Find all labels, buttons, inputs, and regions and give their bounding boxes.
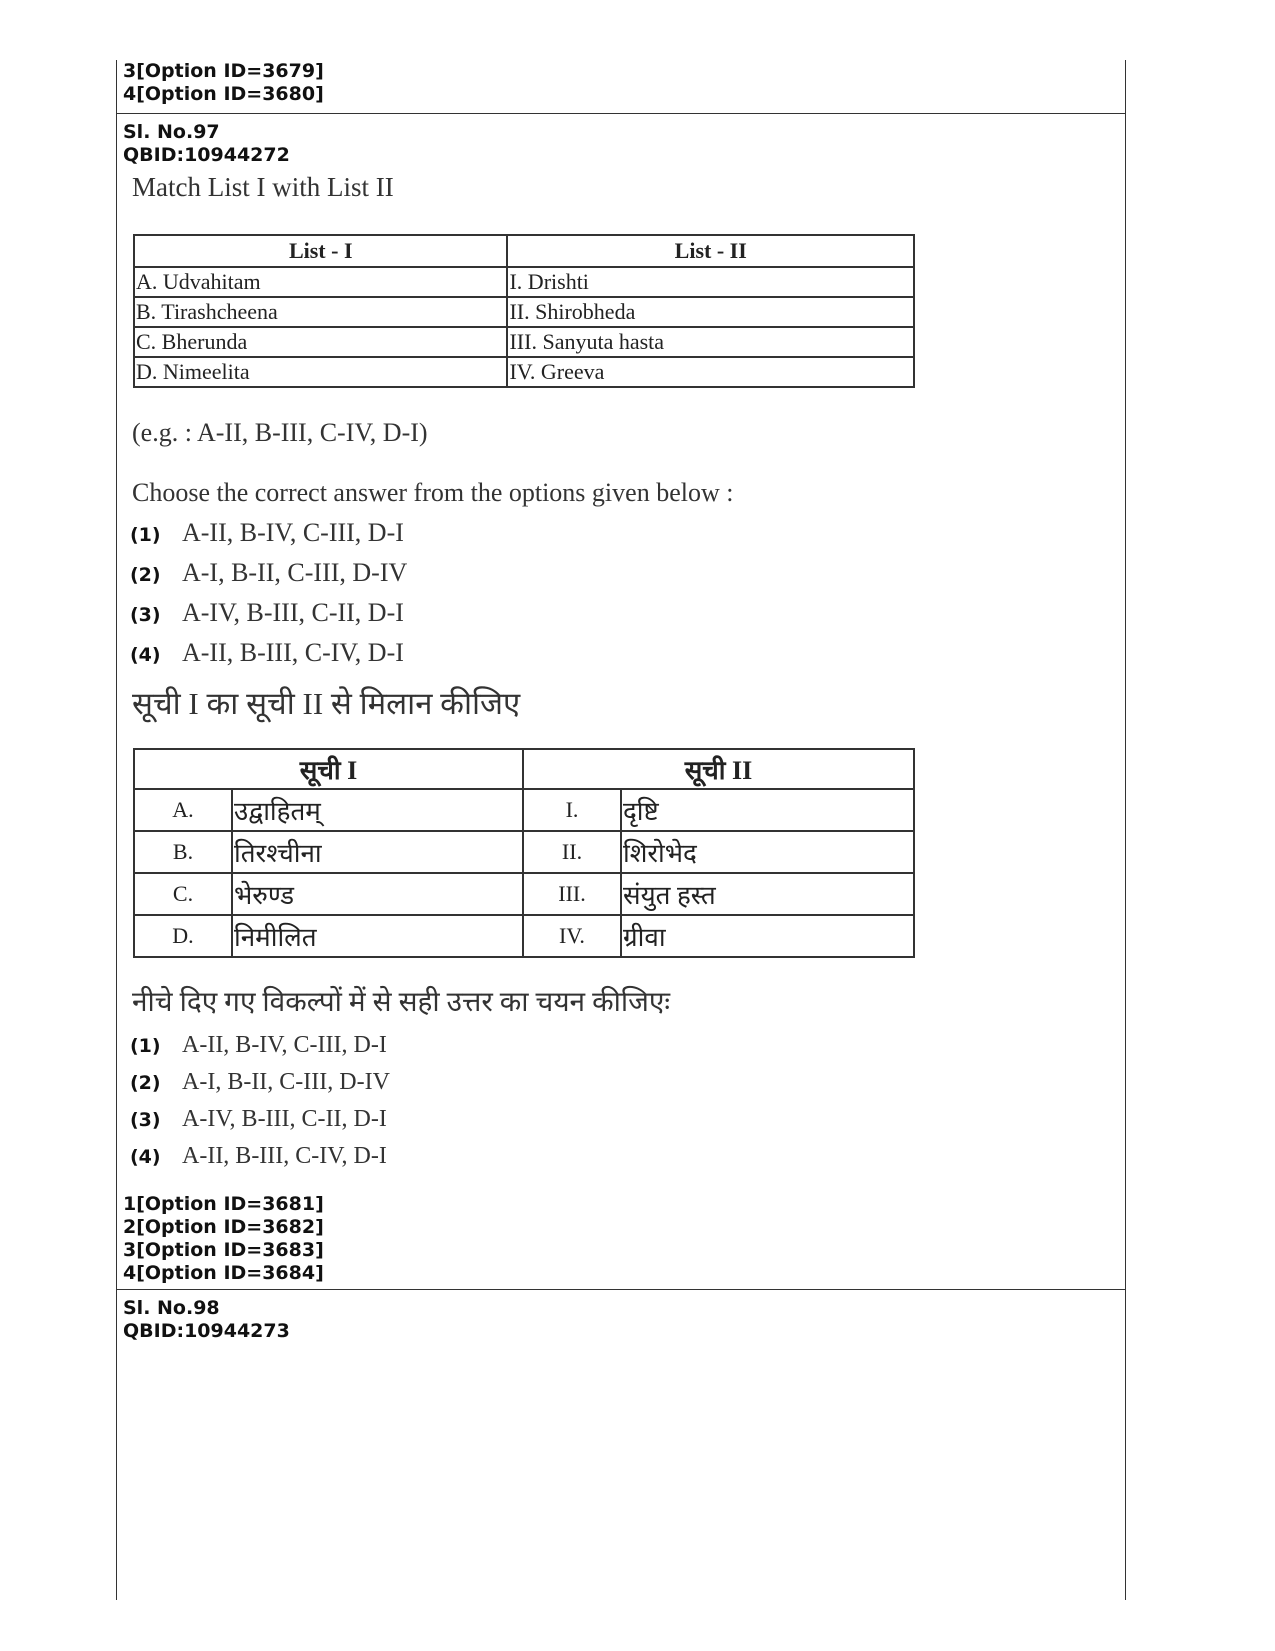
match-table-hi <box>133 748 915 958</box>
table-cell: I. <box>523 789 621 831</box>
option-id-line: 4[Option ID=3680] <box>123 83 324 105</box>
table-cell: IV. Greeva <box>507 357 914 387</box>
option-item <box>130 1143 387 1170</box>
table-row <box>134 873 914 915</box>
divider <box>116 113 1126 114</box>
table-header: List - I <box>134 235 507 267</box>
table-cell: निमीलित <box>232 915 523 957</box>
table-cell: उद्वाहितम् <box>232 789 523 831</box>
serial-number: Sl. No.97 <box>123 121 220 143</box>
table-row <box>134 831 914 873</box>
table-cell: A. Udvahitam <box>134 267 507 297</box>
table-row <box>134 357 914 387</box>
table-cell: I. Drishti <box>507 267 914 297</box>
option-number: (2) <box>130 564 161 586</box>
table-cell: दृष्टि <box>621 789 914 831</box>
option-item <box>130 598 404 628</box>
table-row <box>134 789 914 831</box>
table-cell: भेरुण्ड <box>232 873 523 915</box>
table-cell: ग्रीवा <box>621 915 914 957</box>
table-row <box>134 267 914 297</box>
option-number: (4) <box>130 1146 161 1168</box>
option-id-line: 3[Option ID=3683] <box>123 1239 324 1261</box>
option-id-line: 4[Option ID=3684] <box>123 1262 324 1284</box>
option-item <box>130 638 404 668</box>
option-number: (1) <box>130 524 161 546</box>
option-number: (4) <box>130 644 161 666</box>
top-option-ids <box>123 60 324 106</box>
table-cell: संयुत हस्त <box>621 873 914 915</box>
table-header: सूची II <box>523 749 914 789</box>
table-row <box>134 327 914 357</box>
option-text: A-I, B-II, C-III, D-IV <box>182 1069 390 1095</box>
table-cell: शिरोभेद <box>621 831 914 873</box>
question-header-98 <box>123 1297 290 1343</box>
option-text: A-II, B-III, C-IV, D-I <box>182 638 404 667</box>
table-cell: A. <box>134 789 232 831</box>
table-cell: II. <box>523 831 621 873</box>
option-item <box>130 518 404 548</box>
choose-instruction-hi: नीचे दिए गए विकल्पों में से सही उत्तर का चयन कीजिएः <box>132 987 671 1018</box>
option-item <box>130 558 407 588</box>
example-text: (e.g. : A-II, B-III, C-IV, D-I) <box>132 418 428 447</box>
qbid: QBID:10944273 <box>123 1320 290 1342</box>
table-cell: B. <box>134 831 232 873</box>
option-text: A-II, B-IV, C-III, D-I <box>182 518 404 547</box>
option-item <box>130 1069 390 1096</box>
table-row <box>134 297 914 327</box>
option-number: (2) <box>130 1072 161 1094</box>
option-item <box>130 1106 387 1133</box>
option-id-line: 1[Option ID=3681] <box>123 1193 324 1215</box>
table-cell: तिरश्चीना <box>232 831 523 873</box>
table-header: सूची I <box>134 749 523 789</box>
option-text: A-IV, B-III, C-II, D-I <box>182 1106 387 1132</box>
option-text: A-I, B-II, C-III, D-IV <box>182 558 408 587</box>
table-cell: C. Bherunda <box>134 327 507 357</box>
option-id-line: 2[Option ID=3682] <box>123 1216 324 1238</box>
table-row <box>134 915 914 957</box>
choose-instruction-en: Choose the correct answer from the options given below : <box>132 478 734 507</box>
option-id-line: 3[Option ID=3679] <box>123 60 324 82</box>
option-number: (1) <box>130 1035 161 1057</box>
table-cell: D. Nimeelita <box>134 357 507 387</box>
table-cell: III. Sanyuta hasta <box>507 327 914 357</box>
option-text: A-II, B-IV, C-III, D-I <box>182 1032 387 1058</box>
option-number: (3) <box>130 1109 161 1131</box>
divider <box>116 1289 1126 1290</box>
table-cell: D. <box>134 915 232 957</box>
right-border <box>1125 60 1126 1600</box>
question-intro-en: Match List I with List II <box>132 172 394 202</box>
option-ids-97 <box>123 1193 324 1285</box>
option-number: (3) <box>130 604 161 626</box>
table-cell: III. <box>523 873 621 915</box>
match-table-en <box>133 234 915 388</box>
question-intro-hi: सूची I का सूची II से मिलान कीजिए <box>132 686 521 721</box>
option-text: A-II, B-III, C-IV, D-I <box>182 1143 387 1169</box>
left-border <box>116 60 117 1600</box>
table-header: List - II <box>507 235 914 267</box>
table-cell: II. Shirobheda <box>507 297 914 327</box>
table-cell: B. Tirashcheena <box>134 297 507 327</box>
qbid: QBID:10944272 <box>123 144 290 166</box>
serial-number: Sl. No.98 <box>123 1297 220 1319</box>
question-header-97 <box>123 121 290 167</box>
option-item <box>130 1032 387 1059</box>
option-text: A-IV, B-III, C-II, D-I <box>182 598 404 627</box>
table-cell: C. <box>134 873 232 915</box>
table-cell: IV. <box>523 915 621 957</box>
